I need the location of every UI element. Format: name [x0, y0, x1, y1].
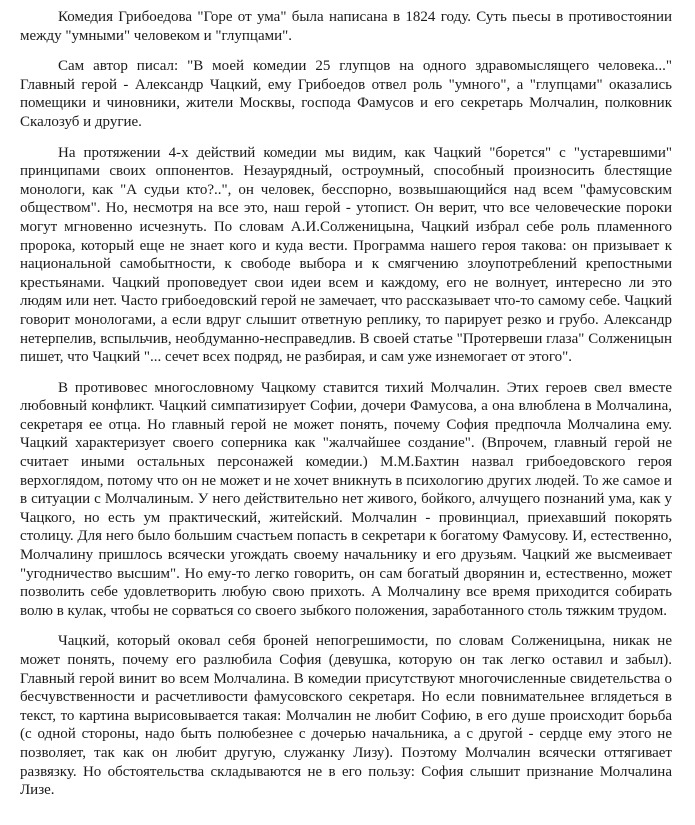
paragraph-molchalin: В противовес многословному Чацкому ставится тихий Молчалин. Этих героев свел вместе любовный конфликт. Чацкий симпатизирует Софии, дочери Фамусова, а она влюблена в Молчалина, секретаря ее отца. Но главный герой не может понять, почему София предпочла Молчалина ему. Чацкий характеризует своего соперника как "жалчайшее создание". (Впрочем, главный герой не считает иными остальных персонажей комедии.) М.М.Бахтин назвал грибоедовского героя верхоглядом, потому что он не может и не хочет вникнуть в психологию других людей. То же самое и в ситуации с Молчалиным. У него действительно нет живого, бойкого, алчущего познаний ума, как у Чацкого, но есть ум практический, житейский. Молчалин - провинциал, приехавший покорять столицу. Для него было большим счастьем попасть в секретари к богатому Фамусову. И, естественно, Молчалину пришлось всячески угождать своему начальнику и его друзьям. Чацкий же высмеивает "угодничество высшим". Но ему-то легко говорить, он сам богатый дворянин и, естественно, может позволить себе удовлетворить любую свою прихоть. А Молчалину все время приходится собирать волю в кулак, чтобы не сорваться со своего зыбкого положения, заработанного столь тяжким трудом. [20, 379, 672, 619]
document-body [20, 8, 672, 812]
paragraph-chatsky: На протяжении 4-х действий комедии мы видим, как Чацкий "борется" с "устаревшими" принципами своих оппонентов. Незаурядный, остроумный, способный произносить блестящие монологи, как "А судьи кто?..", он человек, бесспорно, возвышающийся над всем "фамусовским обществом". Но, несмотря на все это, наш герой - утопист. Он верит, что все человеческие пороки могут мгновенно исчезнуть. По словам А.И.Солженицына, Чацкий избрал себе роль пламенного пророка, который еще не знает кого и куда вести. Программа нашего героя такова: он призывает к национальной самобытности, к свободе выбора и к смягчению злоупотреблений крепостными крестьянами. Чацкий проповедует свои идеи всем и каждому, его не волнует, интересно ли это людям или нет. Часто грибоедовский герой не замечает, что рассказывает что-то самому себе. Чацкий говорит монологами, а если вдруг слышит ответную реплику, то парирует резко и грубо. Александр нетерпелив, вспыльчив, необдуманно-несправедлив. В своей статье "Протервеши глаза" Солженицын пишет, что Чацкий "... сечет всех подряд, не разбирая, и сам уже изнемогает от этого". [20, 144, 672, 366]
paragraph-conclusion: Чацкий, который оковал себя броней непогрешимости, по словам Солженицына, никак не может понять, почему его разлюбила София (девушка, которую он так легко оставил и забыл). Главный герой винит во всем Молчалина. В комедии присутствуют многочисленные свидетельства о бесчувственности и расчетливости фамусовского секретаря. Но если повнимательнее вглядеться в текст, то картина вырисовывается такая: Молчалин не любит Софию, в его душе происходит борьба (с одной стороны, надо быть полюбезнее с дочерью начальника, а с другой - сердце ему этого не позволяет, так как он любит другую, служанку Лизу). Поэтому Молчалин всячески оттягивает развязку. Но обстоятельства складываются не в его пользу: София слышит признание Молчалина Лизе. [20, 633, 672, 799]
paragraph-author-quote: Сам автор писал: "В моей комедии 25 глупцов на одного здравомыслящего человека..." Главный герой - Александр Чацкий, ему Грибоедов отвел роль "умного", а "глупцами" оказались помещики и чиновники, жители Москвы, господа Фамусов и его секретарь Молчалин, полковник Скалозуб и другие. [20, 58, 672, 130]
paragraph-intro: Комедия Грибоедова "Горе от ума" была написана в 1824 году. Суть пьесы в противостоянии между "умными" человеком и "глупцами". [20, 9, 672, 44]
